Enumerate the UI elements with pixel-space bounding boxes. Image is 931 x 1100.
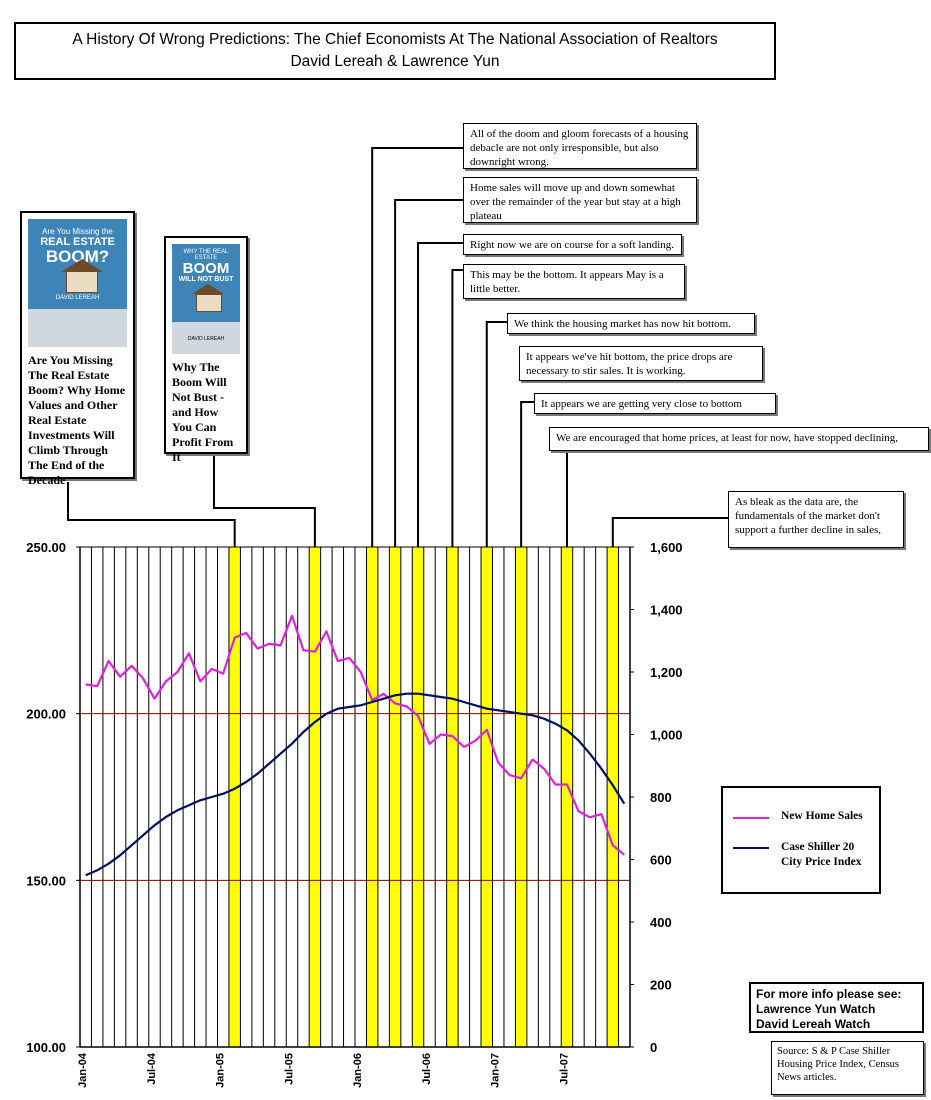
- x-tick-label: Jan-04: [77, 1053, 89, 1088]
- roof-icon: [192, 284, 224, 294]
- more-info-line-3: David Lereah Watch: [756, 1017, 871, 1031]
- title-line-1: A History Of Wrong Predictions: The Chief Economists At The National Association of Realtors: [72, 31, 718, 48]
- highlight-band-7: [481, 547, 492, 1047]
- book-cover-1-top: Are You Missing the: [42, 227, 113, 236]
- book-cover-2-top: WHY THE REAL ESTATE: [183, 249, 229, 261]
- legend: [721, 786, 881, 894]
- x-tick-label: Jul-05: [283, 1053, 296, 1085]
- y-left-tick-label: 150.00: [26, 873, 66, 889]
- highlight-band-5: [412, 547, 423, 1047]
- book-caption-2: Why The Boom Will Not Bust - and How You Can Profit From It: [172, 360, 234, 464]
- y-right-tick-label: 1,200: [650, 665, 683, 680]
- quote-2: Home sales will move up and down somewhat over the remainder of the year but stay at a high plateau: [463, 177, 697, 223]
- chart-title: [14, 22, 776, 80]
- legend-swatch-case-shiller: [733, 847, 769, 849]
- connector-2: [214, 455, 315, 547]
- book-cover-1-mid: REAL ESTATE: [40, 236, 115, 248]
- connector-7: [487, 322, 507, 547]
- title-line-2: David Lereah & Lawrence Yun: [290, 53, 500, 70]
- month-gridlines: [80, 547, 630, 1047]
- y-right-tick-label: 600: [650, 852, 672, 868]
- book-cover-2-big: WILL NOT BUST: [178, 276, 234, 283]
- highlight-band-10: [607, 547, 618, 1047]
- connector-5: [418, 243, 463, 547]
- legend-swatch-new-home-sales: [733, 817, 769, 819]
- x-tick-label: Jan-06: [352, 1053, 364, 1088]
- book-cover-1-author: DAVID LEREAH: [55, 295, 100, 301]
- source-note: Source: S & P Case Shiller Housing Price Index, Census News articles.: [771, 1041, 924, 1095]
- book-cover-2-author: DAVID LEREAH: [187, 336, 225, 342]
- quote-9: As bleak as the data are, the fundamentals of the market don't support a further decline in sales,: [728, 491, 904, 548]
- x-tick-label: Jul-04: [145, 1053, 158, 1085]
- quote-4: This may be the bottom. It appears May is a little better.: [463, 264, 685, 299]
- quote-6: It appears we've hit bottom, the price drops are necessary to stir sales. It is working.: [519, 346, 763, 381]
- highlight-band-6: [447, 547, 458, 1047]
- book-cover-2-mid: BOOM: [182, 260, 230, 277]
- book-card-1: [20, 211, 135, 487]
- highlight-band-4: [389, 547, 400, 1047]
- legend-label-new-home-sales: New Home Sales: [781, 810, 863, 822]
- quote-8: We are encouraged that home prices, at least for now, have stopped declining,: [549, 427, 929, 451]
- y-right-tick-label: 0: [650, 1040, 658, 1055]
- book-card-2: [164, 236, 248, 464]
- book-cover-1-big: BOOM?: [45, 247, 110, 266]
- quote-3: Right now we are on course for a soft landing.: [463, 234, 682, 255]
- y-right-tick-label: 800: [650, 790, 672, 805]
- quote-7: It appears we are getting very close to bottom: [534, 393, 776, 414]
- more-info-box: [749, 982, 924, 1033]
- book-cover-1: [28, 219, 127, 347]
- more-info-line-1: For more info please see:: [756, 987, 902, 1001]
- legend-item-new-home-sales: [733, 810, 863, 822]
- highlight-band-8: [515, 547, 526, 1047]
- highlight-band-3: [366, 547, 377, 1047]
- x-tick-label: Jan-07: [489, 1053, 502, 1088]
- legend-item-case-shiller: [733, 840, 865, 870]
- connector-6: [452, 270, 463, 547]
- highlight-band-2: [309, 547, 320, 1047]
- connector-1: [68, 482, 235, 547]
- ground-strip: [28, 309, 127, 347]
- y-left-tick-label: 200.00: [26, 706, 66, 722]
- connector-8: [521, 402, 534, 547]
- house-icon: [196, 294, 222, 312]
- y-right-tick-label: 1,000: [650, 727, 683, 743]
- y-right-tick-label: 200: [650, 977, 672, 993]
- quote-1: All of the doom and gloom forecasts of a housing debacle are not only irresponsible, but also downright wrong.: [463, 123, 697, 169]
- house-icon: [66, 271, 98, 293]
- y-right-tick-label: 1,600: [650, 540, 683, 555]
- x-tick-label: Jul-07: [558, 1053, 571, 1085]
- highlight-band-1: [229, 547, 240, 1047]
- y-right-tick-label: 1,400: [650, 602, 683, 618]
- highlight-band-9: [561, 547, 572, 1047]
- book-caption-1: Are You Missing The Real Estate Boom? Why Home Values and Other Real Estate Investments Will Climb Through The End of the Decade: [28, 353, 126, 487]
- more-info-line-2: Lawrence Yun Watch: [756, 1002, 876, 1016]
- book-cover-2: [172, 244, 240, 354]
- x-tick-label: Jul-06: [420, 1053, 433, 1085]
- y-left-tick-label: 100.00: [26, 1040, 66, 1055]
- x-tick-label: Jan-05: [214, 1053, 227, 1088]
- y-left-tick-label: 250.00: [26, 540, 66, 555]
- y-right-tick-label: 400: [650, 915, 672, 930]
- legend-label-case-shiller: Case Shiller 20 City Price Index: [781, 841, 862, 868]
- roof-icon: [61, 259, 103, 272]
- quote-5: We think the housing market has now hit bottom.: [507, 313, 755, 334]
